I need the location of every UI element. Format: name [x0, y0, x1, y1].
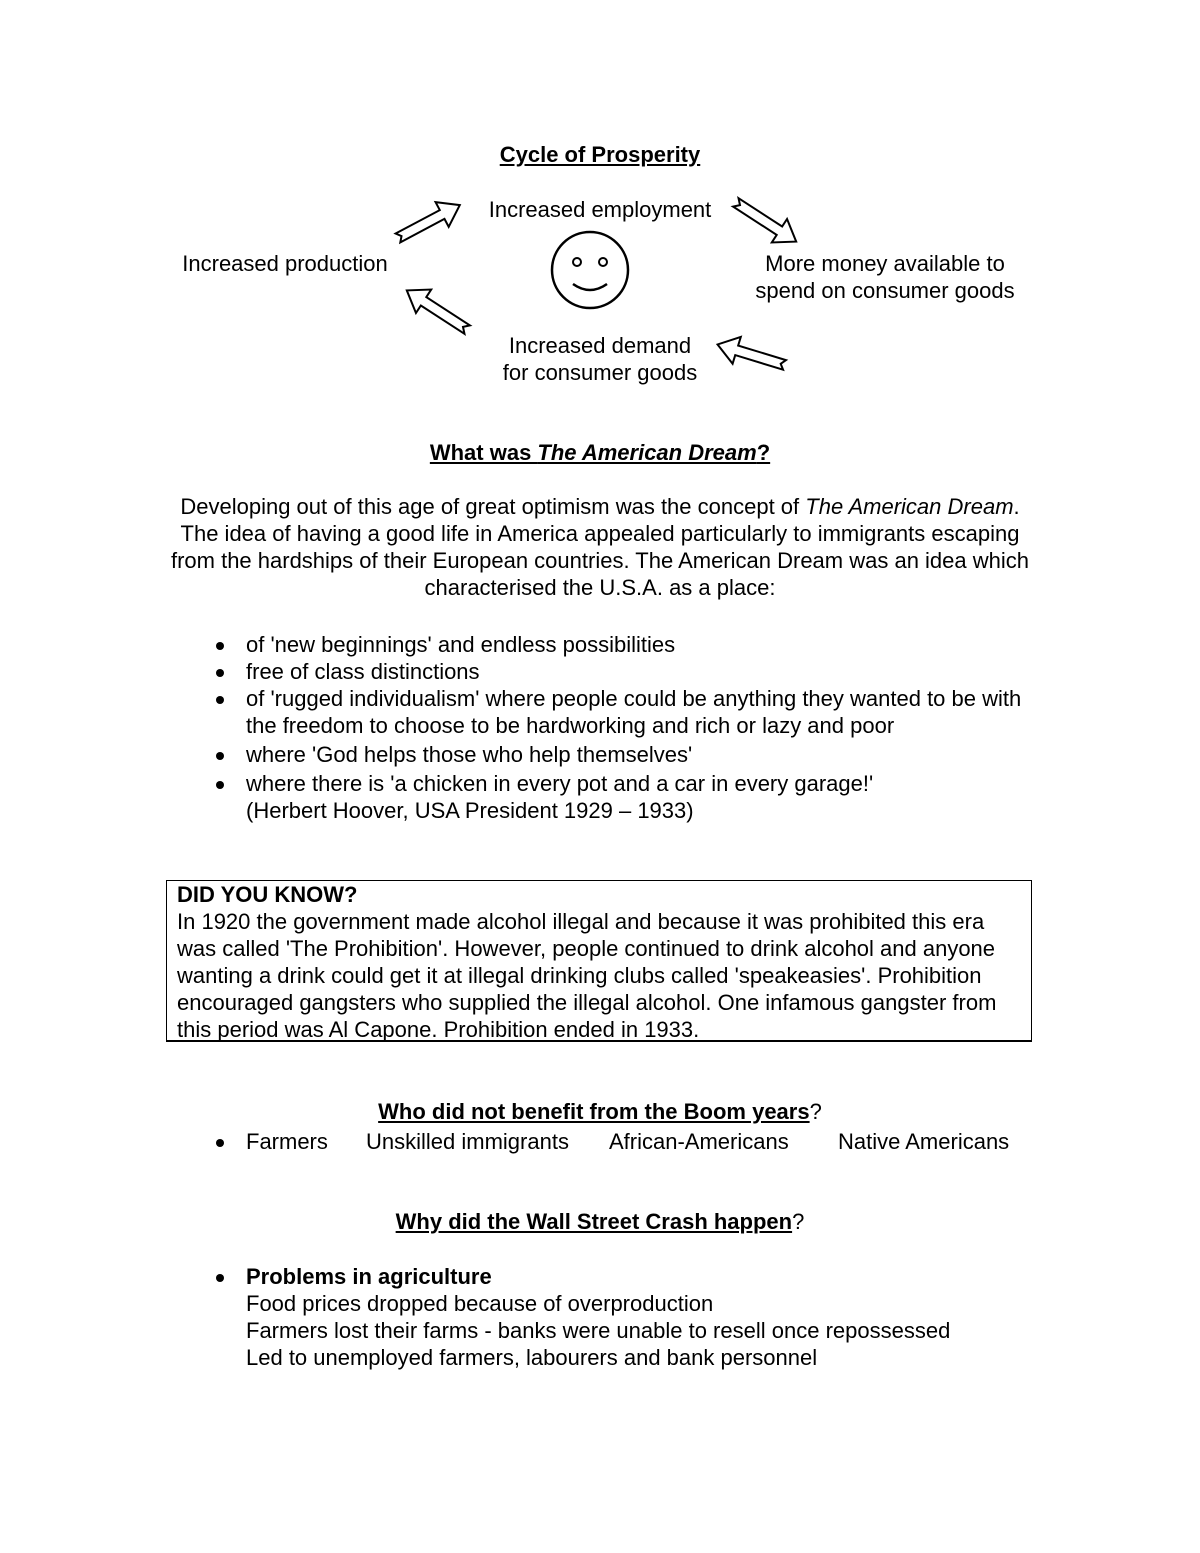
cycle-node-employment: Increased employment: [488, 197, 712, 222]
list-item: [246, 741, 1046, 768]
group-farmers: Farmers: [246, 1129, 328, 1154]
did-you-know-title: DID YOU KNOW?: [177, 882, 358, 907]
crash-item-line: Farmers lost their farms - banks were unable to resell once repossessed: [246, 1318, 951, 1343]
list-item: [246, 1263, 1146, 1371]
arrow-demand-to-production-icon: [399, 279, 475, 342]
boom-years-heading-post: ?: [809, 1099, 822, 1124]
american-dream-paragraph: [170, 493, 1030, 601]
boom-years-list: [246, 1128, 1146, 1155]
smiley-face-icon: [552, 232, 628, 308]
list-item-attribution: (Herbert Hoover, USA President 1929 – 1933): [246, 798, 694, 823]
crash-item-title: Problems in agriculture: [246, 1264, 492, 1289]
list-item-text: free of class distinctions: [246, 659, 480, 684]
bullet-icon: [216, 752, 224, 760]
group-native-americans: Native Americans: [838, 1129, 1010, 1154]
boom-years-heading: [0, 1098, 1200, 1125]
crash-item-line: Food prices dropped because of overproduction: [246, 1291, 714, 1316]
bullet-icon: [216, 1139, 224, 1147]
cycle-diagram-graphics: [0, 0, 1200, 420]
did-you-know-body: In 1920 the government made alcohol illegal and because it was prohibited this era was called 'The Prohibition'. However, people continued to drink alcohol and anyone wanting a drink could get it at illegal drinking clubs called 'speakeasies'. Prohibition encouraged gangsters who supplied the illegal alcohol. One infamous gangster from this period was Al Capone. Prohibition ended in 1933.: [177, 909, 997, 1042]
cycle-node-money-line2: spend on consumer goods: [755, 278, 1015, 303]
american-dream-paragraph-italic: The American Dream: [805, 494, 1014, 519]
crash-heading-post: ?: [792, 1209, 805, 1234]
american-dream-list: [246, 631, 1046, 824]
cycle-node-demand-line2: for consumer goods: [502, 360, 698, 385]
arrow-employment-to-money-icon: [728, 191, 804, 254]
list-item-text: where 'God helps those who help themselves': [246, 742, 693, 767]
list-item-text: of 'rugged individualism' where people could be anything they wanted to be with the freedom to choose to be hardworking and rich or lazy and poor: [246, 686, 1022, 738]
american-dream-heading-post: ?: [756, 440, 771, 465]
group-african-americans: African-Americans: [609, 1129, 789, 1154]
bullet-icon: [216, 669, 224, 677]
american-dream-paragraph-post: . The idea of having a good life in America appealed particularly to immigrants escaping from the hardships of their European countries. The American Dream was an idea which characterised the U.S.A. as a place:: [170, 494, 1030, 600]
american-dream-heading: [0, 439, 1200, 466]
bullet-icon: [216, 642, 224, 650]
did-you-know-box: [166, 880, 1032, 1042]
cycle-title: Cycle of Prosperity: [499, 142, 701, 167]
crash-heading: [0, 1208, 1200, 1235]
group-unskilled-immigrants: Unskilled immigrants: [366, 1129, 569, 1154]
bullet-icon: [216, 781, 224, 789]
bullet-icon: [216, 1274, 224, 1282]
crash-reasons-list: [246, 1263, 1146, 1371]
list-item: [246, 1128, 1146, 1155]
list-item: [246, 770, 1046, 824]
list-item-text: where there is 'a chicken in every pot and a car in every garage!': [246, 771, 874, 796]
list-item-text: of 'new beginnings' and endless possibilities: [246, 632, 676, 657]
list-item: [246, 685, 1026, 739]
arrow-money-to-demand-icon: [713, 331, 788, 378]
arrow-production-to-employment-icon: [391, 193, 466, 251]
crash-heading-text: Why did the Wall Street Crash happen: [395, 1209, 793, 1234]
american-dream-heading-pre: What was: [429, 440, 538, 465]
bullet-icon: [216, 696, 224, 704]
american-dream-heading-italic: The American Dream: [537, 440, 757, 465]
american-dream-paragraph-pre: Developing out of this age of great optimism was the concept of: [180, 494, 806, 519]
list-item: [246, 631, 1046, 658]
cycle-node-demand-line1: Increased demand: [508, 333, 692, 358]
cycle-node-production: Increased production: [182, 251, 388, 276]
cycle-node-money-line1: More money available to: [765, 251, 1005, 276]
crash-item-line: Led to unemployed farmers, labourers and bank personnel: [246, 1345, 818, 1370]
boom-years-heading-text: Who did not benefit from the Boom years: [378, 1099, 810, 1124]
list-item: [246, 658, 1046, 685]
